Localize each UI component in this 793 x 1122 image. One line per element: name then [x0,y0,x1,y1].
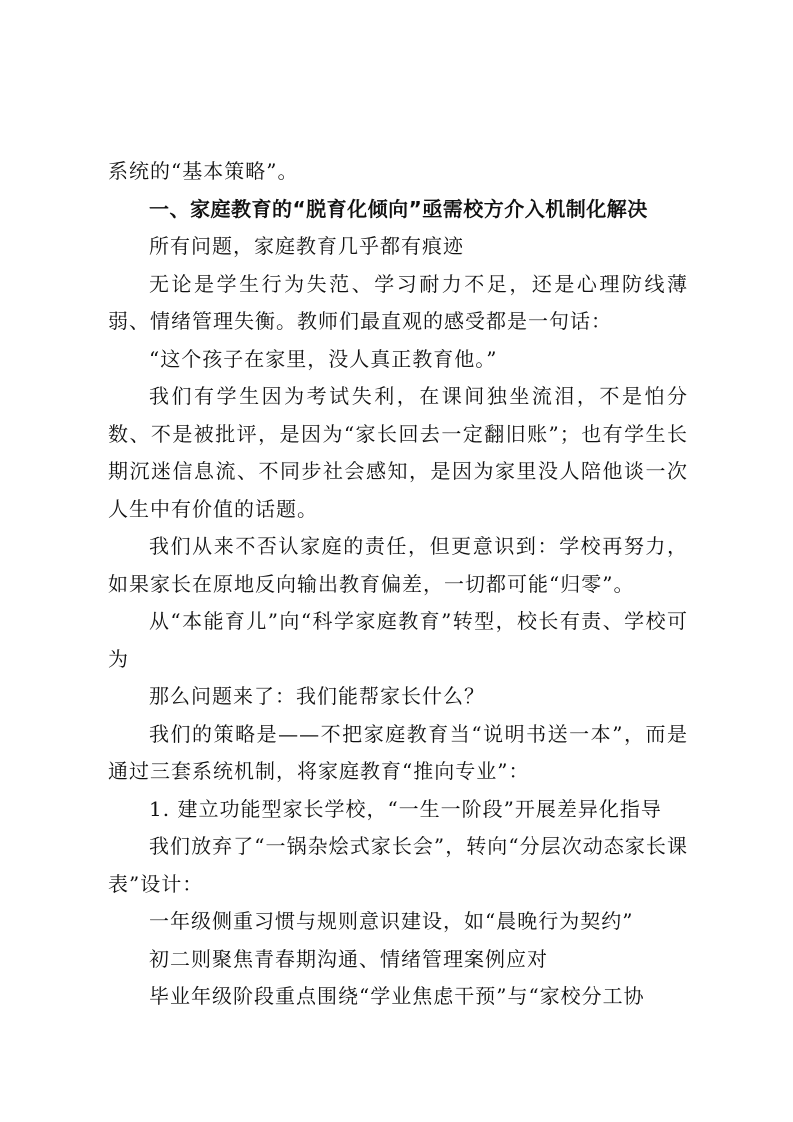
body-paragraph: 我们有学生因为考试失利，在课间独坐流泪，不是怕分数、不是被批评，是因为“家长回去一定翻旧账”；也有学生长期沉迷信息流、不同步社会感知，是因为家里没人陪他谈一次人生中有价值的话题。 [108,384,688,521]
list-item: 一年级侧重习惯与规则意识建设，如“晨晚行为契约” [149,909,634,933]
numbered-heading: 1. 建立功能型家长学校，“一生一阶段”开展差异化指导 [149,796,662,821]
body-paragraph: 我们放弃了“一锅杂烩式家长会”，转向“分层次动态家长课表”设计： [108,834,688,896]
body-paragraph: 我们从来不否认家庭的责任，但更意识到：学校再努力，如果家长在原地反向输出教育偏差，一切都可能“归零”。 [108,534,688,596]
document-page [108,153,688,1016]
subheading: 从“本能育儿”向“科学家庭教育”转型，校长有责、学校可为 [108,609,688,671]
list-item: 毕业年级阶段重点围绕“学业焦虑干预”与“家校分工协 [149,984,645,1008]
body-paragraph: 无论是学生行为失范、学习耐力不足，还是心理防线薄弱、情绪管理失衡。教师们最直观的感受都是一句话： [108,271,688,333]
body-paragraph: 我们的策略是——不把家庭教育当“说明书送一本”，而是通过三套系统机制，将家庭教育“推向专业”： [108,721,688,783]
subheading: 所有问题，家庭教育几乎都有痕迹 [149,234,464,258]
paragraph-continuation: 系统的“基本策略”。 [108,159,299,183]
list-item: 初二则聚焦青春期沟通、情绪管理案例应对 [149,946,548,971]
quote-paragraph: “这个孩子在家里，没人真正教育他。” [149,346,498,371]
body-paragraph: 那么问题来了：我们能帮家长什么？ [149,684,485,708]
section-heading: 一、家庭教育的“脱育化倾向”亟需校方介入机制化解决 [149,196,648,221]
